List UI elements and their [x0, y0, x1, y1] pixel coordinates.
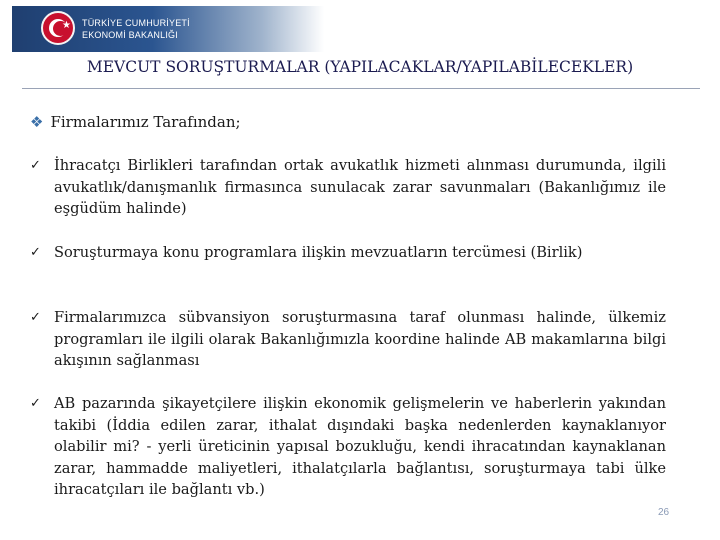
lead-text: Firmalarımız Tarafından;: [50, 113, 241, 131]
list-item-text: AB pazarında şikayetçilere ilişkin ekonomik gelişmelerin ve haberlerin yakından takibi (İddia edilen zarar, ithalat dışındaki başka nedenlerden kaynaklanıyor olabilir mi? - yerli üreticinin yapısal bozukluğu, kendi ihracatından kaynaklanan zarar, hammadde maliyetleri, ithalatçılarla bağlantısı, soruşturmaya tabi ülke ihracatçıları ile bağlantı vb.): [54, 395, 666, 498]
star-icon: ★: [62, 20, 71, 31]
lead-line: [30, 113, 241, 131]
list-item-text: İhracatçı Birlikleri tarafından ortak avukatlık hizmeti alınması durumunda, ilgili avukatlık/danışmanlık firmasınca sunulacak zarar savunmaları (Bakanlığımız ile eşgüdüm halinde): [54, 157, 666, 217]
checkmark-icon: ✓: [30, 158, 41, 173]
checkmark-icon: ✓: [30, 310, 41, 325]
emblem-icon: [41, 11, 75, 45]
checkmark-icon: ✓: [30, 245, 41, 260]
checkmark-icon: ✓: [30, 396, 41, 411]
list-item: [30, 393, 666, 501]
list-item: [30, 155, 666, 220]
list-item-text: Firmalarımızca sübvansiyon soruşturmasına taraf olunması halinde, ülkemiz programları ile ilgili olarak Bakanlığımızla koordine halinde AB makamlarına bilgi akışının sağlanması: [54, 309, 666, 369]
org-line-2: EKONOMİ BAKANLIĞI: [82, 30, 178, 40]
page-number: 26: [658, 507, 670, 518]
slide-title: MEVCUT SORUŞTURMALAR (YAPILACAKLAR/YAPILABİLECEKLER): [86, 58, 634, 76]
list-item-text: Soruşturmaya konu programlara ilişkin mevzuatların tercümesi (Birlik): [54, 244, 583, 261]
title-divider: [22, 88, 700, 89]
list-item: [30, 242, 666, 264]
diamond-bullet-icon: ❖: [30, 113, 44, 131]
list-item: [30, 307, 666, 372]
org-line-1: TÜRKİYE CUMHURİYETİ: [82, 18, 190, 28]
organization-name: [82, 17, 190, 41]
